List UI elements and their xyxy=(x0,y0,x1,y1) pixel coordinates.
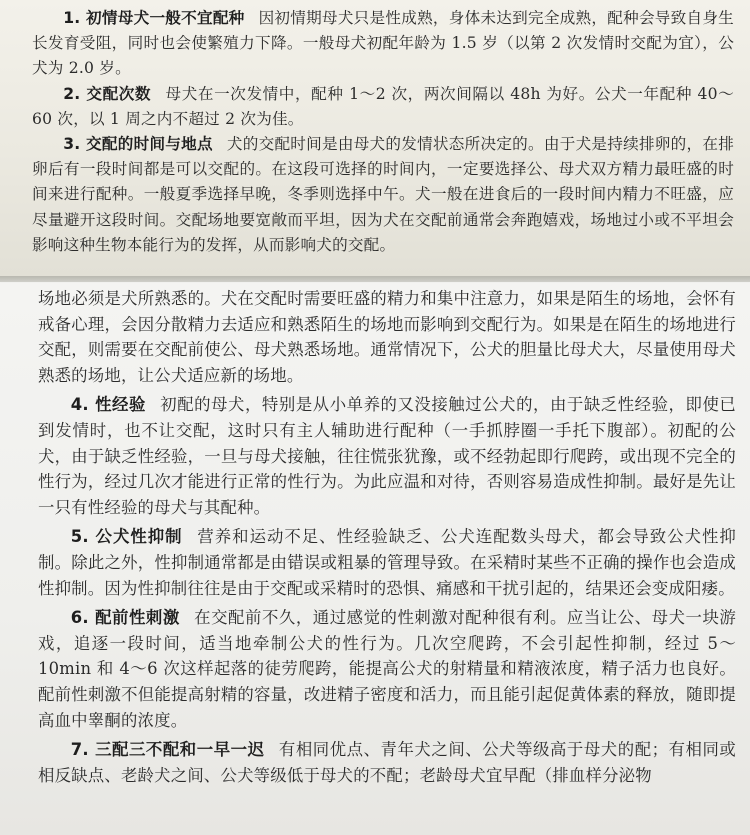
text-sexual-experience: 初配的母犬，特别是从小单养的又没接触过公犬的，由于缺乏性经验，即使已到发情时，也不让交配，这时只有主人辅助进行配种（一手抓脖圈一手托下腹部）。初配的公犬，由于缺乏性经验，一旦与母犬接触，往往慌张犹豫，或不经勃起即行爬跨，或出现不完全的性行为，经过几次才能进行正常的性行为。为此应温和对待，否则容易造成性抑制。最好是先让一只有性经验的母犬与其配种。 xyxy=(38,395,736,517)
photo-seam-divider xyxy=(0,276,750,282)
lower-book-page-photo xyxy=(0,280,750,835)
paragraph-sexual-experience xyxy=(38,392,742,520)
heading-time-and-place: 3. 交配的时间与地点 xyxy=(63,135,213,154)
paragraph-three-match-rules xyxy=(38,737,742,788)
text-time-and-place-continued: 场地必须是犬所熟悉的。犬在交配时需要旺盛的精力和集中注意力，如果是陌生的场地，会怀有戒备心理，会因分散精力去适应和熟悉陌生的场地而影响到交配行为。如果是在陌生的场地进行交配，则需要在交配前使公、母犬熟悉场地。通常情况下，公犬的胆量比母犬大，尽量使用母犬熟悉的场地，让公犬适应新的场地。 xyxy=(38,289,736,385)
text-first-heat: 因初情期母犬只是性成熟，身体未达到完全成熟，配种会导致自身生长发育受阻，同时也会使繁殖力下降。一般母犬初配年龄为 1.5 岁（以第 2 次发情时交配为宜），公犬为 2.0 岁。 xyxy=(32,9,734,78)
upper-book-page-photo xyxy=(0,0,750,278)
paragraph-pre-mating-stimulation xyxy=(38,605,742,733)
paragraph-time-and-place xyxy=(32,132,740,258)
heading-mating-frequency: 2. 交配次数 xyxy=(63,84,152,103)
heading-three-match-rules: 7. 三配三不配和一早一迟 xyxy=(70,740,265,760)
text-time-and-place: 犬的交配时间是由母犬的发情状态所决定的。由于犬是持续排卵的，在排卵后有一段时间都是可以交配的。在这段可选择的时间内，一定要选择公、母犬双方精力最旺盛的时间来进行配种。一般夏季选择早晚，冬季则选择中午。犬一般在进食后的一段时间内精力不旺盛，应尽量避开这段时间。交配场地要宽敞而平坦，因为犬在交配前通常会奔跑嬉戏，场地过小或不平坦会影响这种生物本能行为的发挥，从而影响犬的交配。 xyxy=(32,135,735,254)
heading-pre-mating-stimulation: 6. 配前性刺激 xyxy=(70,608,180,628)
heading-sexual-experience: 4. 性经验 xyxy=(70,395,146,415)
heading-first-heat: 1. 初情母犬一般不宜配种 xyxy=(63,9,245,27)
text-pre-mating-stimulation: 在交配前不久，通过感觉的性刺激对配种很有利。应当让公、母犬一块游戏，追逐一段时间，适当地牵制公犬的性行为。几次空爬跨，不会引起性抑制，经过 5～10min 和 4～6 次这样起落的徒劳爬跨，能提高公犬的射精量和精液浓度，精子活力也良好。配前性刺激不但能提高射精的容量，改进精子密度和活力，而且能引起促黄体素的释放，随即提高血中睾酮的浓度。 xyxy=(38,608,736,730)
text-mating-frequency: 母犬在一次发情中，配种 1～2 次，两次间隔以 48h 为好。公犬一年配种 40～60 次，以 1 周之内不超过 2 次为佳。 xyxy=(32,84,734,128)
paragraph-first-heat xyxy=(32,6,740,82)
text-male-inhibition: 营养和运动不足、性经验缺乏、公犬连配数头母犬，都会导致公犬性抑制。除此之外，性抑制通常都是由错误或粗暴的管理导致。在采精时某些不正确的操作也会造成性抑制。因为性抑制往往是由于交配或采精时的恐惧、痛感和干扰引起的，结果还会变成阳痿。 xyxy=(38,527,737,598)
lower-page-body xyxy=(0,280,750,788)
text-three-match-rules: 有相同优点、青年犬之间、公犬等级高于母犬的配；有相同或相反缺点、老龄犬之间、公犬等级低于母犬的不配；老龄母犬宜早配（排血样分泌物 xyxy=(38,740,737,785)
paragraph-time-and-place-continued xyxy=(38,286,742,388)
paragraph-male-inhibition xyxy=(38,524,742,601)
heading-male-inhibition: 5. 公犬性抑制 xyxy=(70,527,183,547)
upper-page-body xyxy=(0,0,750,258)
paragraph-mating-frequency xyxy=(32,82,740,132)
